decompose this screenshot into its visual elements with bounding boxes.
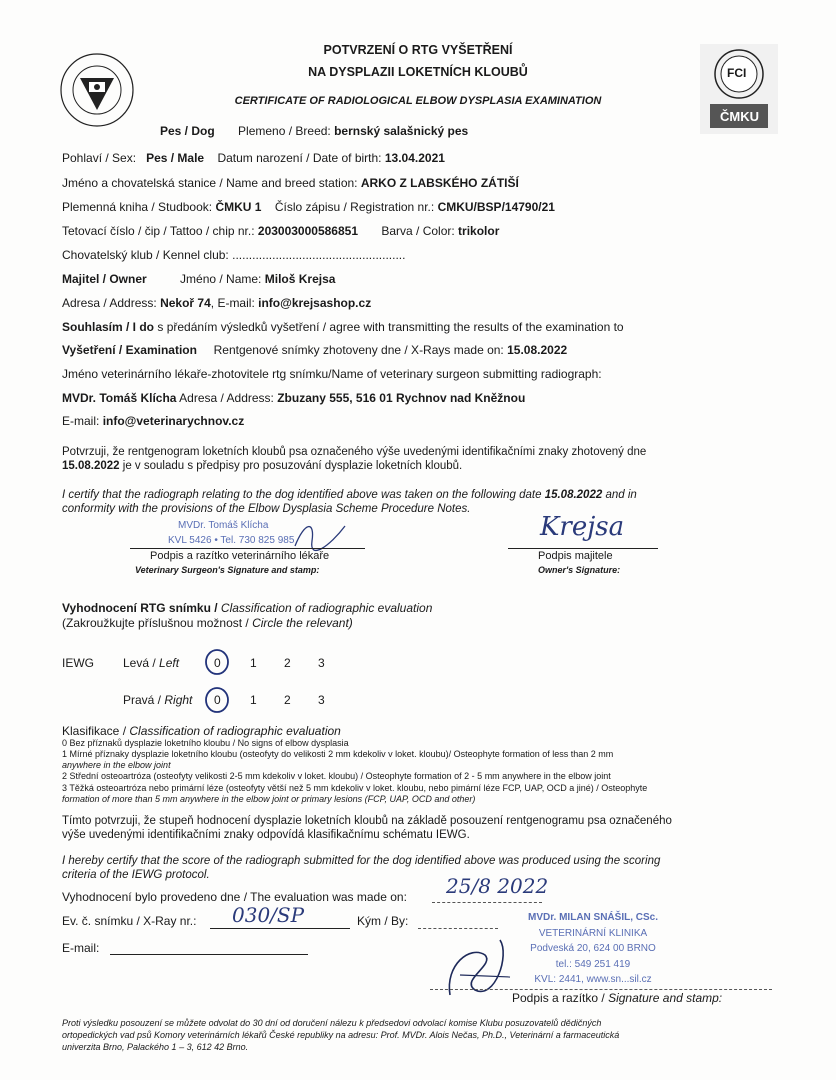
evaluation-heading-bold: Vyhodnocení RTG snímku / — [62, 601, 218, 615]
vet-name: MVDr. Tomáš Klícha — [62, 391, 177, 405]
dog-name-value: ARKO Z LABSKÉHO ZÁTIŠÍ — [360, 176, 519, 190]
examination-heading: Vyšetření / Examination — [62, 343, 197, 357]
vet-sig-label: Podpis a razítko veterinárního lékaře — [150, 550, 330, 562]
circle-instruction — [62, 616, 353, 630]
breed-label: Plemeno / Breed: — [238, 124, 331, 138]
breed-value: bernský salašnický pes — [334, 124, 469, 138]
owner-address-value: Nekoř 74 — [160, 296, 211, 310]
owner-heading: Majitel / Owner — [62, 272, 147, 286]
circle-en: Circle the relevant) — [252, 616, 353, 630]
eval-confirm-en-1: I hereby certify that the score of the radiograph submitted for the dog identified above was produced using the scoring — [62, 855, 661, 867]
vet-row — [62, 391, 525, 405]
left-label-cz: Levá / — [123, 656, 156, 670]
chip-label: Tetovací číslo / čip / Tattoo / chip nr.: — [62, 224, 255, 238]
owner-name-label: Jméno / Name: — [180, 272, 262, 286]
circle-cz: (Zakroužkujte příslušnou možnost / — [62, 616, 249, 630]
confirm-cz-2: je v souladu s předpisy pro posuzování dysplazie loketních kloubů. — [122, 460, 463, 472]
eval-confirm-cz-1: Tímto potvrzuji, že stupeň hodnocení dysplazie loketních kloubů na základě posouzení rentgenogramu psa označeného — [62, 815, 672, 827]
classification-heading-cz: Klasifikace / — [62, 724, 127, 738]
left-label-en: Left — [159, 656, 180, 670]
vet-email-label: E-mail: — [62, 414, 100, 428]
title-cz-1: POTVRZENÍ O RTG VYŠETŘENÍ — [323, 43, 513, 57]
made-on-value: 25/8 2022 — [446, 874, 549, 898]
consent-row — [62, 320, 624, 334]
vet-stamp-line1: MVDr. Tomáš Klícha — [178, 520, 269, 531]
evaluator-stamp-line1: MVDr. MILAN SNÁŠIL, CSc. — [527, 912, 658, 923]
title-cz-2: NA DYSPLAZII LOKETNÍCH KLOUBŮ — [308, 65, 528, 79]
kennel-row — [62, 248, 405, 262]
evaluation-heading-it: Classification of radiographic evaluation — [220, 601, 433, 615]
confirm-en-2: conformity with the provisions of the Elbow Dysplasia Scheme Procedure Notes. — [62, 503, 471, 515]
xray-nr-line — [210, 928, 350, 929]
grade3-desc-a: 3 Těžká osteoartróza nebo primární léze (osteofyty větší než 5 mm kdekoliv v loket. kloubu, nebo pimární léze FCP, UAP, OCD a jiné) / Osteophyte — [62, 783, 648, 793]
footer-line2: ortopedických vad psů Komory veterinárních lékařů České republiky na adresu: Prof. MVDr. Alois Nečas, Ph.D., Veterinární a farmaceutická — [62, 1030, 620, 1040]
dob-label: Datum narození / Date of birth: — [217, 151, 382, 165]
consent-text: s předáním výsledků vyšetření / agree with transmitting the results of the examination to — [157, 320, 624, 334]
studbook-label: Plemenná kniha / Studbook: — [62, 200, 213, 214]
footer-line1: Proti výsledku posouzení se můžete odvolat do 30 dní od doručení nálezu k předsedovi odvolací komise Klubu posuzovatelů dědičných — [62, 1018, 602, 1028]
right-grade-0[interactable]: 0 — [214, 693, 221, 707]
species-label: Pes / Dog — [160, 124, 215, 138]
right-grade-circle-icon — [203, 686, 233, 716]
left-grade-circle-icon — [203, 648, 233, 678]
grade1-desc-b: anywhere in the elbow joint — [62, 760, 171, 770]
confirm-cz-date: 15.08.2022 — [62, 460, 120, 472]
owner-sig-label: Podpis majitele — [538, 550, 613, 562]
vet-address-label: Adresa / Address: — [179, 391, 274, 405]
owner-signature: Krejsa — [540, 512, 625, 542]
owner-row — [62, 272, 335, 286]
left-grade-0[interactable]: 0 — [214, 656, 221, 670]
confirm-en-1-row — [62, 489, 637, 501]
vet-email: info@veterinarychnov.cz — [102, 414, 245, 428]
vet-email-row — [62, 414, 244, 428]
color-value: trikolor — [458, 224, 500, 238]
logo-left — [58, 48, 136, 136]
chip-row — [62, 224, 499, 238]
confirm-cz-1: Potvrzuji, že rentgenogram loketních kloubů psa označeného výše uvedenými identifikačními znaky zhotovený dne — [62, 446, 647, 458]
kennel-club-logo-icon — [58, 48, 136, 136]
sex-row — [62, 151, 445, 165]
owner-email-label: E-mail: — [217, 296, 255, 310]
eval-confirm-cz-2: výše uvedenými identifikačními znaky odpovídá klasifikačnímu schématu IEWG. — [62, 829, 470, 841]
owner-name-value: Miloš Krejsa — [264, 272, 336, 286]
evaluator-signature-icon — [440, 935, 520, 1005]
right-label-en: Right — [164, 693, 193, 707]
confirm-en-1a: I certify that the radiograph relating to the dog identified above was taken on the following date — [62, 489, 542, 501]
grade0-desc: 0 Bez příznaků dysplazie loketního kloubu / No signs of elbow dysplasia — [62, 738, 349, 748]
by-line — [418, 928, 498, 929]
consent-bold: Souhlasím / I do — [62, 320, 155, 334]
vet-label-row: Jméno veterinárního lékaře-zhotovitele rtg snímku/Name of veterinary surgeon submitting radiograph: — [62, 367, 602, 381]
left-grade-1[interactable]: 1 — [250, 656, 257, 670]
made-on-label: Vyhodnocení bylo provedeno dne / The evaluation was made on: — [62, 890, 407, 904]
left-grade-3[interactable]: 3 — [318, 656, 325, 670]
registration-value: CMKU/BSP/14790/21 — [437, 200, 555, 214]
kennel-value: .................................................... — [232, 248, 406, 262]
right-grade-1[interactable]: 1 — [250, 693, 257, 707]
vet-stamp — [168, 518, 294, 548]
eval-confirm-en-2: criteria of the IEWG protocol. — [62, 869, 210, 881]
vet-address: Zbuzany 555, 516 01 Rychnov nad Kněžnou — [277, 391, 526, 405]
left-grade-2[interactable]: 2 — [284, 656, 291, 670]
xray-label: Rentgenové snímky zhotoveny dne / X-Rays made on: — [213, 343, 504, 357]
logo-right — [700, 44, 778, 134]
vet-sig-label-en: Veterinary Surgeon's Signature and stamp: — [135, 565, 320, 575]
evaluator-stamp-line3: Podveská 20, 624 00 BRNO — [530, 943, 656, 954]
grade1-desc-a: 1 Mírné příznaky dysplazie loketního kloubu (osteofyty do velikosti 2 mm kdekoliv v loket. kloubu)/ Osteophyte formation of less than 2 mm — [62, 749, 614, 759]
confirm-cz-2-row — [62, 460, 462, 472]
evaluator-sig-label-en: Signature and stamp: — [608, 991, 723, 1005]
chip-value: 203003000586851 — [257, 224, 358, 238]
left-elbow-label — [123, 656, 179, 670]
confirm-en-1b: and in — [605, 489, 637, 501]
dog-name-label: Jméno a chovatelská stanice / Name and breed station: — [62, 176, 358, 190]
sex-label: Pohlaví / Sex: — [62, 151, 137, 165]
scheme-label: IEWG — [62, 656, 94, 670]
evaluator-sig-label — [512, 991, 722, 1005]
made-on-line — [432, 902, 542, 903]
registration-label: Číslo zápisu / Registration nr.: — [274, 200, 435, 214]
grade2-desc: 2 Střední osteoartróza (osteofyty velikosti 2-5 mm kdekoliv v loket. kloubu) / Osteophyte formation of 2 - 5 mm anywhere in the elbow joint — [62, 771, 611, 781]
owner-email-value: info@krejsashop.cz — [258, 296, 372, 310]
vet-stamp-line2: KVL 5426 • Tel. 730 825 985 — [168, 535, 295, 546]
name-row — [62, 176, 519, 190]
eval-email-line — [110, 954, 308, 955]
xray-date: 15.08.2022 — [507, 343, 568, 357]
evaluator-stamp-line2: VETERINÁRNÍ KLINIKA — [538, 927, 648, 939]
vet-signature-line — [130, 548, 365, 549]
examination-row — [62, 343, 567, 357]
footer-line3: univerzita Brno, Palackého 1 – 3, 612 42 Brno. — [62, 1042, 249, 1052]
xray-nr-label: Ev. č. snímku / X-Ray nr.: — [62, 914, 197, 928]
owner-signature-line — [508, 548, 658, 549]
logo-right-cmku: ČMKU — [720, 109, 759, 124]
right-elbow-label — [123, 693, 192, 707]
owner-sig-label-en: Owner's Signature: — [538, 565, 621, 575]
right-grade-3[interactable]: 3 — [318, 693, 325, 707]
classification-heading-en: Classification of radiographic evaluation — [129, 724, 341, 738]
eval-email-label: E-mail: — [62, 941, 100, 955]
owner-address-label: Adresa / Address: — [62, 296, 157, 310]
by-label: Kým / By: — [357, 914, 409, 928]
xray-nr-value: 030/SP — [232, 903, 305, 927]
classification-heading — [62, 724, 341, 738]
evaluator-sig-label-cz: Podpis a razítko / — [512, 991, 605, 1005]
evaluation-heading — [62, 601, 432, 615]
confirm-en-date: 15.08.2022 — [544, 489, 603, 501]
logo-right-fci: FCI — [727, 66, 747, 80]
grade3-desc-b: formation of more than 5 mm anywhere in the elbow joint or primary lesions (FCP, UAP, OCD and other) — [62, 794, 476, 804]
sex-value: Pes / Male — [146, 151, 205, 165]
species-row — [160, 124, 468, 138]
kennel-label: Chovatelský klub / Kennel club: — [62, 248, 229, 262]
studbook-value: ČMKU 1 — [215, 200, 262, 214]
evaluator-signature-line — [430, 989, 772, 990]
evaluator-stamp-line4: tel.: 549 251 419 — [555, 958, 631, 970]
right-grade-2[interactable]: 2 — [284, 693, 291, 707]
owner-address-row: Adresa / Address: Nekoř 74, E-mail: info@krejsashop.cz — [62, 296, 372, 310]
evaluator-stamp — [508, 910, 678, 988]
dob-value: 13.04.2021 — [384, 151, 445, 165]
evaluator-stamp-line5: KVL: 2441, www.sn...sil.cz — [534, 974, 652, 985]
color-label: Barva / Color: — [381, 224, 455, 238]
title-en: CERTIFICATE OF RADIOLOGICAL ELBOW DYSPLASIA EXAMINATION — [234, 95, 602, 107]
studbook-row — [62, 200, 555, 214]
right-label-cz: Pravá / — [123, 693, 162, 707]
